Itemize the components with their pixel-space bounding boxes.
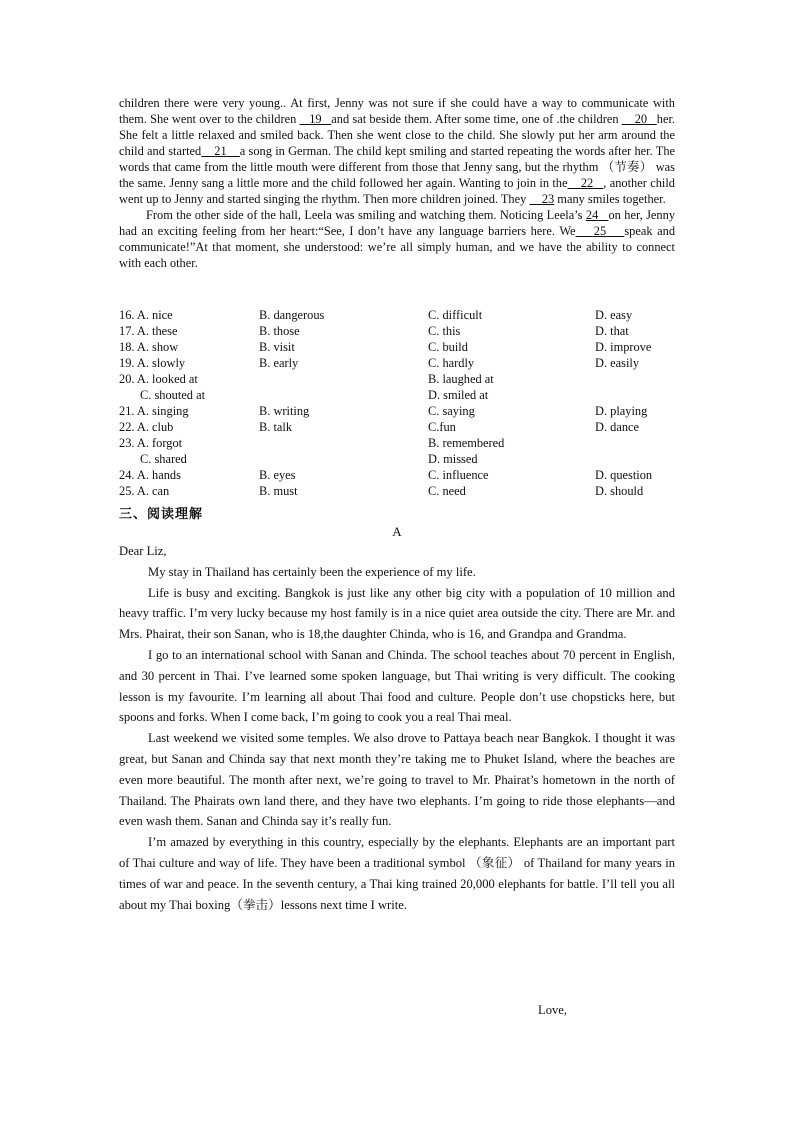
passage-text: speak and communicate!”At that moment, she understood: we’re all simply human, and we have the ability to connect with each other.	[119, 224, 676, 270]
letter-paragraph-5: I’m amazed by everything in this country, especially by the elephants. Elephants are an important part of Thai culture and way of life. They have been a traditional symbol （象征） of Thailand for many years in times of war and peace. In the seventh century, a Thai king trained 20,000 elephants for battle. I’ll tell you all about my Thai boxing（拳击）lessons next time I write.	[119, 835, 675, 912]
question-23-options-row1	[119, 435, 675, 451]
option-b: B. visit	[259, 340, 295, 354]
option-d: D. dance	[595, 420, 640, 434]
question-21-options	[119, 403, 675, 419]
passage-paragraph-1	[119, 95, 675, 207]
option-c: C. saying	[428, 404, 475, 418]
option-d: D. playing	[595, 404, 648, 418]
blank-23: 23	[541, 192, 555, 206]
option-a: 24. A. hands	[119, 468, 181, 482]
letter-paragraph-3: I go to an international school with Sanan and Chinda. The school teaches about 70 percent in English, and 30 percent in Thai. I’ve learned some spoken language, but Thai writing is very difficult. The cooking lesson is my favourite. I’m learning all about Thai food and culture. People don’t use chopsticks here, but spoons and forks. When I come back, I’m going to cook you a real Thai meal.	[119, 647, 675, 725]
option-d: D. easily	[595, 356, 640, 370]
blank-22: 22	[580, 176, 594, 190]
passage-text: and sat beside them. After some time, one of .the children	[331, 112, 622, 126]
option-d: D. question	[595, 468, 653, 482]
cloze-passage	[119, 95, 675, 271]
question-25-options	[119, 483, 675, 499]
passage-text: , another child went up to Jenny and started singing the rhythm. Then more children joined. They	[119, 176, 675, 206]
reading-letter	[119, 541, 675, 915]
option-b: B. dangerous	[259, 308, 325, 322]
question-24-options	[119, 467, 675, 483]
passage-text: From the other side of the hall, Leela was smiling and watching them. Noticing Leela’s	[146, 208, 586, 222]
option-c: C. difficult	[428, 308, 483, 322]
blank-21: 21	[214, 144, 227, 158]
letter-greeting: Dear Liz,	[119, 544, 167, 558]
letter-paragraph-4: Last weekend we visited some temples. We also drove to Pattaya beach near Bangkok. I thought it was great, but Sanan and Chinda say that next month they’re taking me to Phuket Island, where the beaches are even more beautiful. The month after next, we’re going to travel to Mr. Phairat’s hometown in the north of Thailand. The Phairats own land there, and they have two elephants. I’m going to ride those elephants—and even wash them. Sanan and Chinda say it’s really fun.	[119, 731, 675, 829]
option-a: 23. A. forgot	[119, 436, 183, 450]
option-d: D. smiled at	[428, 388, 489, 402]
option-c: C. this	[428, 324, 461, 338]
letter-paragraph-1: My stay in Thailand has certainly been the experience of my life.	[148, 564, 476, 579]
option-a: 19. A. slowly	[119, 356, 186, 370]
passage-text: on her, Jenny had an exciting feeling from her heart:“See, I don’t have any language barriers here. We	[119, 208, 676, 238]
option-c: C. shared	[140, 452, 187, 466]
option-d: D. improve	[595, 340, 652, 354]
blank-24: 24	[585, 208, 599, 222]
option-a: 16. A. nice	[119, 308, 173, 322]
option-a: 20. A. looked at	[119, 372, 198, 386]
option-a: 18. A. show	[119, 340, 179, 354]
question-22-options	[119, 419, 675, 435]
letter-paragraph-2: Life is busy and exciting. Bangkok is just like any other big city with a population of 10 million and heavy traffic. I’m very lucky because my host family is in a nice quiet area outside the city. There are Mr. and Mrs. Phairat, their son Sanan, who is 18,the daughter Chinda, who is 16, and Grandpa and Grandma.	[119, 585, 675, 642]
letter-closing: Love,	[538, 1003, 568, 1017]
passage-text: children there were very young.. At first, Jenny was not sure if she could have a way to communicate with them. She went over to the children	[119, 96, 675, 126]
option-a: 21. A. singing	[119, 404, 189, 418]
section-title: 三、阅读理解	[119, 507, 204, 522]
option-d: D. should	[595, 484, 644, 498]
question-16-options	[119, 307, 675, 323]
question-23-options-row2	[119, 451, 675, 467]
passage-paragraph-2	[119, 207, 675, 271]
option-a: 17. A. these	[119, 324, 178, 338]
option-a: 22. A. club	[119, 420, 174, 434]
option-b: B. talk	[259, 420, 293, 434]
option-b: B. eyes	[259, 468, 296, 482]
option-d: D. that	[595, 324, 629, 338]
option-d: D. missed	[428, 452, 478, 466]
option-b: B. those	[259, 324, 300, 338]
option-b: B. must	[259, 484, 298, 498]
option-c: C.fun	[428, 420, 456, 434]
passage-text: many smiles together.	[554, 192, 666, 206]
blank-19: 19	[309, 112, 322, 126]
question-20-options-row2	[119, 387, 675, 403]
option-b: B. early	[259, 356, 299, 370]
question-18-options	[119, 339, 675, 355]
blank-20: 20	[634, 112, 648, 126]
option-d: D. easy	[595, 308, 633, 322]
option-a: 25. A. can	[119, 484, 170, 498]
blank-25: 25	[593, 224, 607, 238]
question-20-options-row1	[119, 371, 675, 387]
option-c: C. influence	[428, 468, 489, 482]
option-c: C. need	[428, 484, 466, 498]
option-b: B. writing	[259, 404, 310, 418]
option-b: B. laughed at	[428, 372, 494, 386]
option-b: B. remembered	[428, 436, 505, 450]
passage-text: her. She felt a little relaxed and smiled back. Then she went close to the child. She slowly put her arm around the child and started	[119, 112, 676, 158]
question-19-options	[119, 355, 675, 371]
part-label: A	[392, 524, 402, 539]
answer-options	[119, 307, 675, 499]
option-c: C. hardly	[428, 356, 475, 370]
option-c: C. shouted at	[140, 388, 206, 402]
option-c: C. build	[428, 340, 468, 354]
question-17-options	[119, 323, 675, 339]
passage-text: a song in German. The child kept smiling and started repeating the words after her. The words that came from the little mouth were different from those that Jenny sang, but the rhythm （节奏） was the same. Jenny sang a little more and the child followed her again. Wanting to join in the	[119, 144, 676, 190]
